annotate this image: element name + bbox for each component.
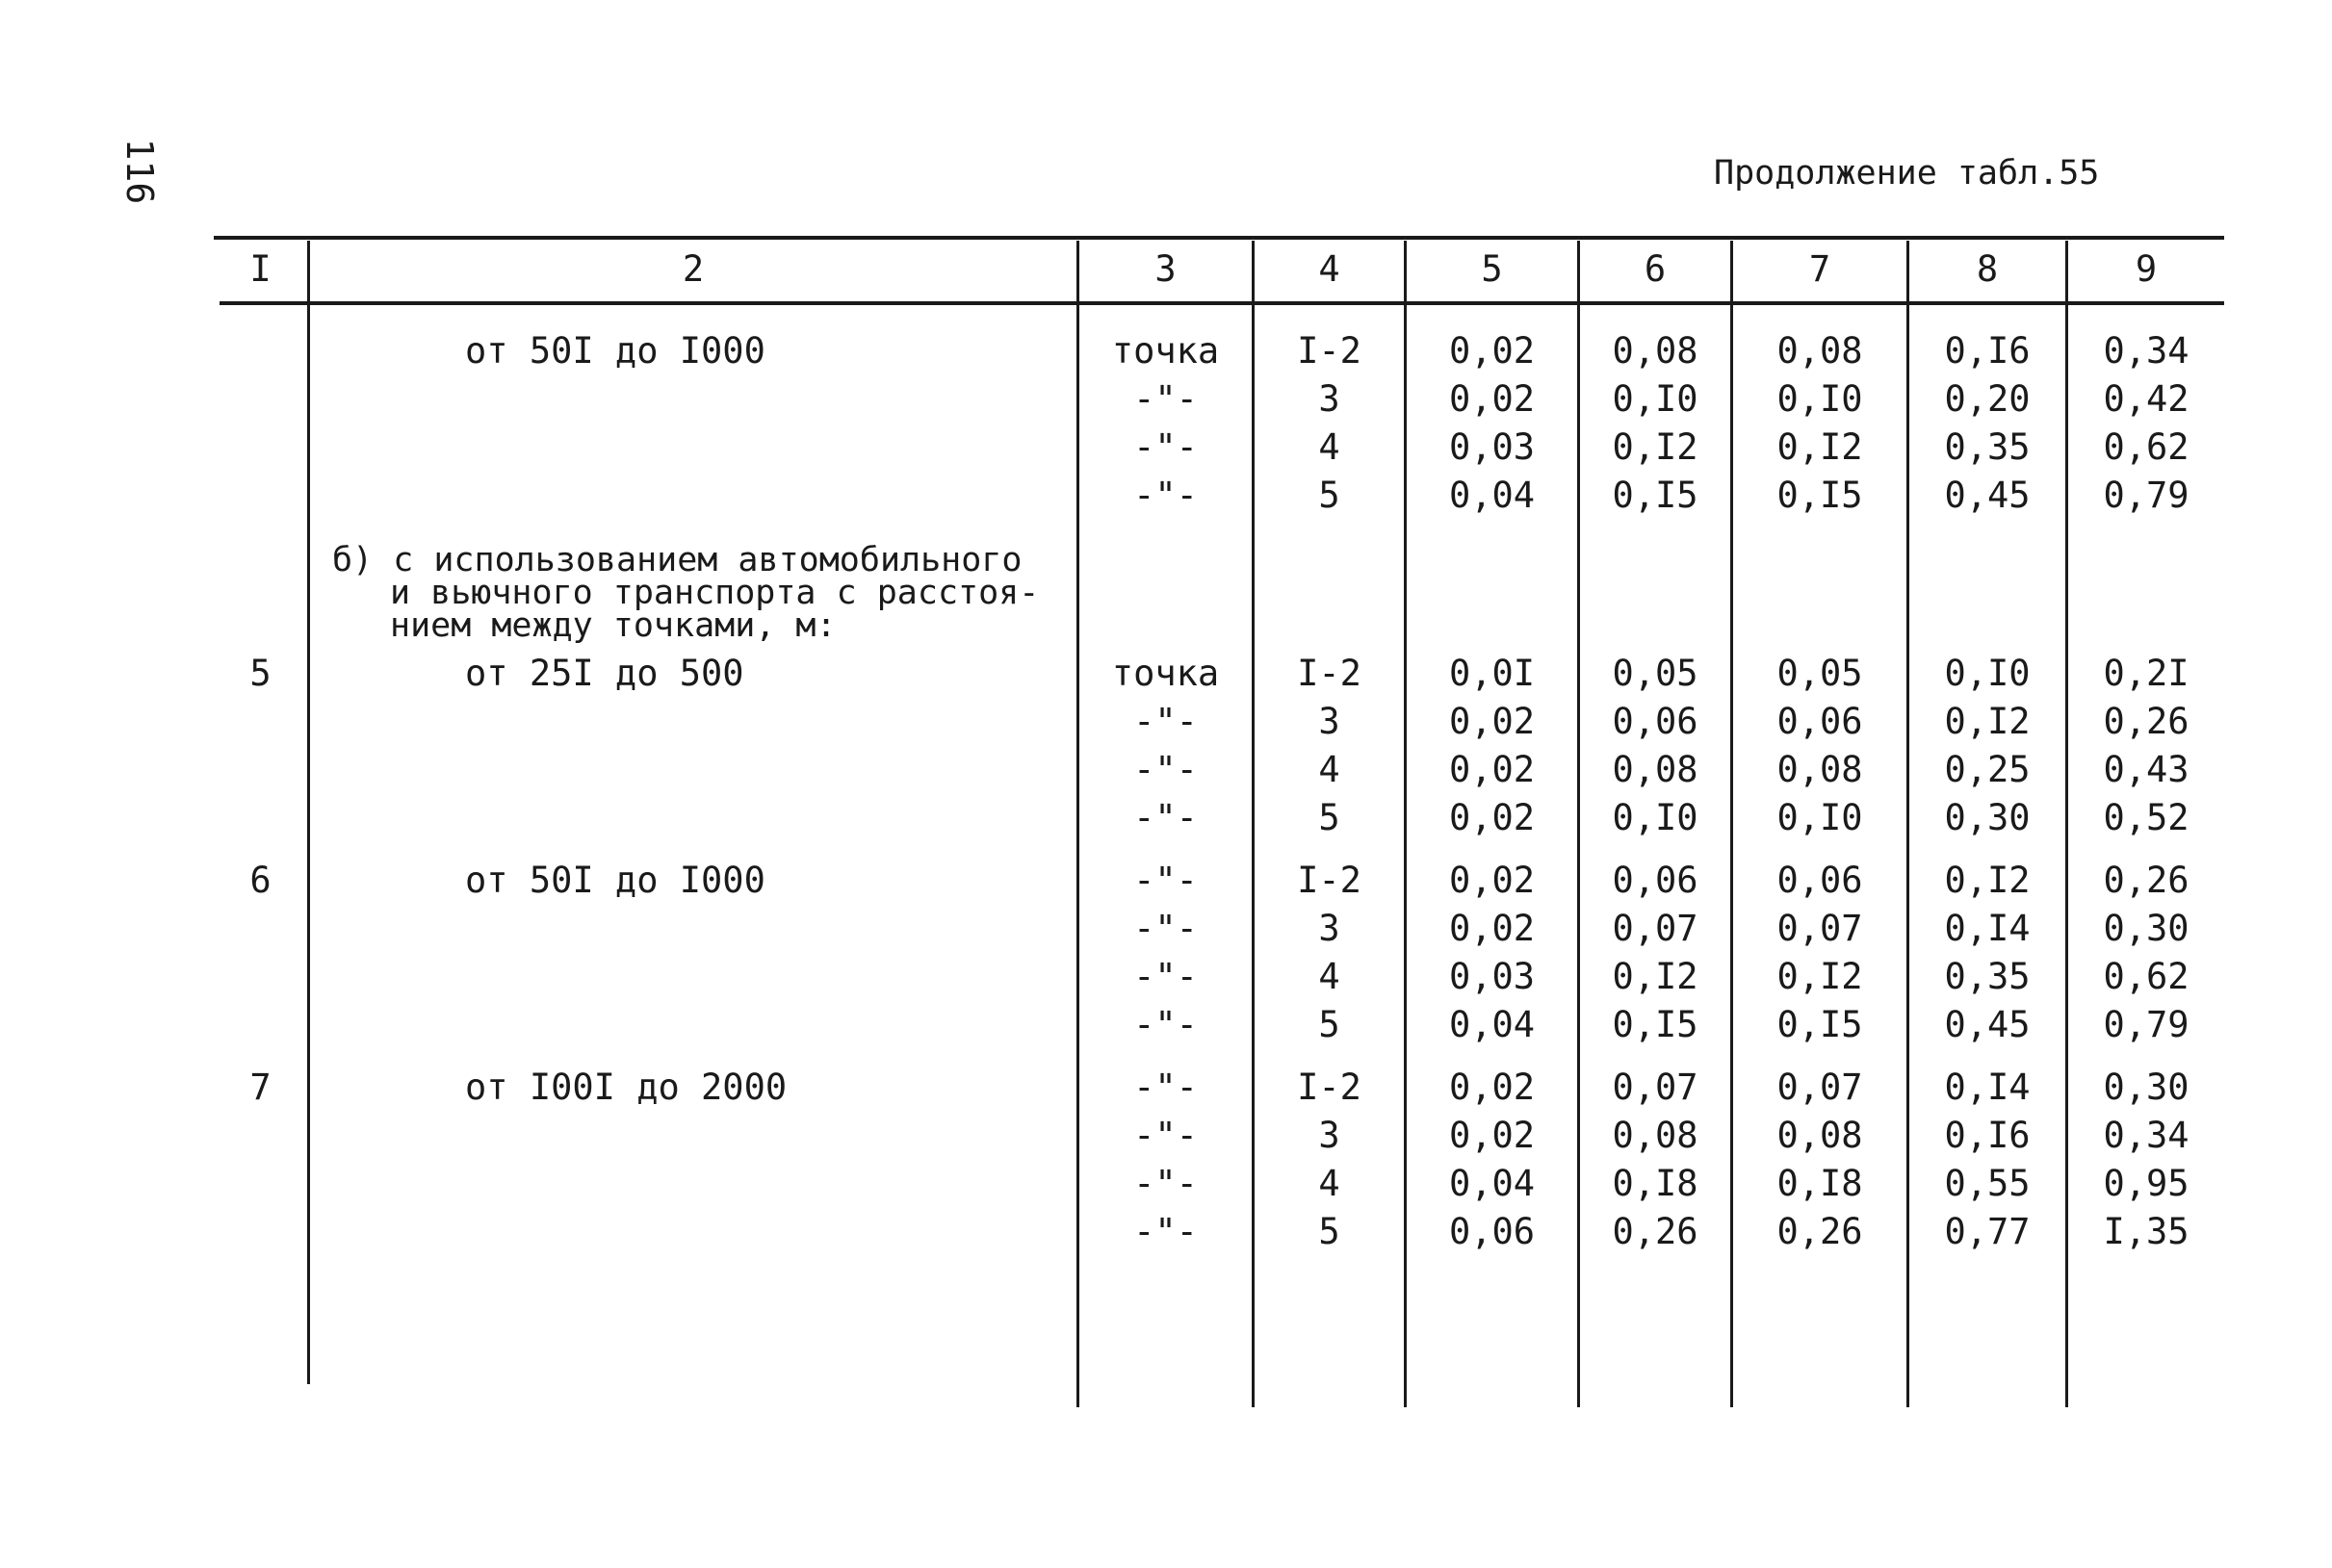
- cell-value-6: 0,07: [1612, 908, 1698, 949]
- cell-value-6: 0,I0: [1612, 797, 1698, 838]
- section-b-line-3: нием между точками, м:: [390, 606, 837, 645]
- cell-value-9: 0,79: [2103, 1004, 2189, 1045]
- cell-value-5: 0,02: [1448, 860, 1536, 901]
- cell-value-6: 0,I5: [1612, 475, 1698, 516]
- cell-category: 3: [1318, 378, 1340, 420]
- header-col-4: 4: [1318, 248, 1340, 290]
- cell-unit: -"-: [1133, 860, 1198, 901]
- cell-value-5: 0,03: [1448, 956, 1536, 997]
- cell-value-5: 0,04: [1448, 1163, 1536, 1204]
- cell-category: 3: [1318, 908, 1340, 949]
- cell-unit: точка: [1111, 330, 1220, 372]
- item-range-label: от 50I до I000: [465, 860, 765, 901]
- cell-value-9: 0,2I: [2103, 653, 2189, 694]
- item-range-label: от 50I до I000: [465, 330, 765, 372]
- item-number: 7: [249, 1067, 272, 1108]
- cell-value-7: 0,08: [1776, 749, 1863, 790]
- section-b-line-1: б) с использованием автомобильного: [332, 541, 1023, 579]
- cell-value-6: 0,08: [1612, 749, 1698, 790]
- cell-unit: -"-: [1133, 797, 1198, 838]
- cell-value-8: 0,20: [1944, 378, 2031, 420]
- header-col-6: 6: [1644, 248, 1667, 290]
- cell-value-5: 0,02: [1448, 330, 1536, 372]
- header-col-2: 2: [682, 248, 705, 290]
- cell-value-9: 0,26: [2103, 860, 2189, 901]
- cell-value-7: 0,I2: [1776, 426, 1863, 468]
- page-number: 116: [118, 138, 161, 205]
- cell-value-5: 0,04: [1448, 475, 1536, 516]
- cell-value-6: 0,I5: [1612, 1004, 1698, 1045]
- cell-value-6: 0,I2: [1612, 426, 1698, 468]
- cell-value-5: 0,06: [1448, 1211, 1536, 1252]
- cell-value-9: 0,30: [2103, 1067, 2189, 1108]
- cell-category: I-2: [1297, 330, 1361, 372]
- cell-value-9: 0,26: [2103, 701, 2189, 742]
- cell-value-6: 0,26: [1612, 1211, 1698, 1252]
- cell-value-9: 0,79: [2103, 475, 2189, 516]
- cell-value-7: 0,05: [1776, 653, 1863, 694]
- cell-value-8: 0,35: [1944, 426, 2031, 468]
- cell-value-9: 0,52: [2103, 797, 2189, 838]
- cell-unit: -"-: [1133, 378, 1198, 420]
- cell-unit: -"-: [1133, 1067, 1198, 1108]
- header-col-8: 8: [1976, 248, 1999, 290]
- cell-value-8: 0,55: [1944, 1163, 2031, 1204]
- cell-category: 4: [1318, 426, 1340, 468]
- cell-value-5: 0,02: [1448, 1115, 1536, 1156]
- cell-category: I-2: [1297, 653, 1361, 694]
- item-number: [214, 327, 307, 375]
- cell-value-6: 0,07: [1612, 1067, 1698, 1108]
- cell-value-9: 0,62: [2103, 956, 2189, 997]
- table-caption: Продолжение табл.55: [1714, 154, 2100, 193]
- cell-value-9: 0,34: [2103, 330, 2189, 372]
- cell-value-8: 0,I0: [1944, 653, 2031, 694]
- cell-category: I-2: [1297, 860, 1361, 901]
- cell-category: 4: [1318, 749, 1340, 790]
- cell-value-8: 0,I2: [1944, 860, 2031, 901]
- table-header-rule: [220, 301, 2224, 305]
- cell-unit: -"-: [1133, 1004, 1198, 1045]
- cell-value-7: 0,I0: [1776, 797, 1863, 838]
- cell-value-9: 0,34: [2103, 1115, 2189, 1156]
- cell-value-5: 0,0I: [1448, 653, 1536, 694]
- cell-value-5: 0,02: [1448, 797, 1536, 838]
- header-col-5: 5: [1481, 248, 1503, 290]
- cell-value-9: 0,43: [2103, 749, 2189, 790]
- column-divider-1-2: [307, 241, 310, 1384]
- item-number: 5: [249, 653, 272, 694]
- item-range-label: от 25I до 500: [465, 653, 744, 694]
- cell-value-7: 0,I5: [1776, 1004, 1863, 1045]
- cell-unit: -"-: [1133, 701, 1198, 742]
- header-col-3: 3: [1154, 248, 1177, 290]
- cell-category: 5: [1318, 1211, 1340, 1252]
- cell-value-8: 0,45: [1944, 1004, 2031, 1045]
- cell-unit: -"-: [1133, 908, 1198, 949]
- cell-value-5: 0,04: [1448, 1004, 1536, 1045]
- cell-category: 3: [1318, 701, 1340, 742]
- cell-value-7: 0,I5: [1776, 475, 1863, 516]
- cell-category: 5: [1318, 797, 1340, 838]
- cell-value-7: 0,I2: [1776, 956, 1863, 997]
- cell-value-8: 0,30: [1944, 797, 2031, 838]
- cell-category: 3: [1318, 1115, 1340, 1156]
- cell-value-7: 0,08: [1776, 330, 1863, 372]
- cell-value-8: 0,I4: [1944, 908, 2031, 949]
- cell-unit: точка: [1111, 653, 1220, 694]
- cell-value-8: 0,35: [1944, 956, 2031, 997]
- item-number: 6: [249, 860, 272, 901]
- cell-value-7: 0,06: [1776, 701, 1863, 742]
- cell-value-5: 0,02: [1448, 749, 1536, 790]
- cell-value-8: 0,25: [1944, 749, 2031, 790]
- cell-value-8: 0,I4: [1944, 1067, 2031, 1108]
- item-range-label: от I00I до 2000: [465, 1067, 788, 1108]
- cell-value-9: 0,42: [2103, 378, 2189, 420]
- cell-value-6: 0,06: [1612, 860, 1698, 901]
- cell-value-5: 0,02: [1448, 908, 1536, 949]
- cell-unit: -"-: [1133, 426, 1198, 468]
- cell-value-6: 0,I8: [1612, 1163, 1698, 1204]
- section-b-line-2: и вьючного транспорта с расстоя-: [390, 574, 1040, 612]
- cell-value-6: 0,I2: [1612, 956, 1698, 997]
- cell-value-8: 0,I2: [1944, 701, 2031, 742]
- cell-value-8: 0,I6: [1944, 1115, 2031, 1156]
- cell-category: I-2: [1297, 1067, 1361, 1108]
- cell-value-7: 0,26: [1776, 1211, 1863, 1252]
- cell-value-8: 0,77: [1944, 1211, 2031, 1252]
- cell-value-6: 0,08: [1612, 1115, 1698, 1156]
- cell-value-7: 0,06: [1776, 860, 1863, 901]
- cell-value-7: 0,I0: [1776, 378, 1863, 420]
- cell-value-7: 0,07: [1776, 1067, 1863, 1108]
- cell-value-9: 0,62: [2103, 426, 2189, 468]
- cell-value-5: 0,02: [1448, 1067, 1536, 1108]
- cell-unit: -"-: [1133, 1211, 1198, 1252]
- cell-unit: -"-: [1133, 956, 1198, 997]
- cell-value-5: 0,03: [1448, 426, 1536, 468]
- cell-value-9: 0,30: [2103, 908, 2189, 949]
- cell-value-6: 0,06: [1612, 701, 1698, 742]
- cell-category: 5: [1318, 475, 1340, 516]
- cell-category: 5: [1318, 1004, 1340, 1045]
- cell-value-9: I,35: [2103, 1211, 2189, 1252]
- cell-unit: -"-: [1133, 749, 1198, 790]
- cell-value-5: 0,02: [1448, 701, 1536, 742]
- cell-unit: -"-: [1133, 475, 1198, 516]
- cell-value-6: 0,I0: [1612, 378, 1698, 420]
- cell-unit: -"-: [1133, 1115, 1198, 1156]
- cell-value-5: 0,02: [1448, 378, 1536, 420]
- table-top-rule: [214, 236, 2224, 240]
- cell-value-8: 0,I6: [1944, 330, 2031, 372]
- cell-value-7: 0,08: [1776, 1115, 1863, 1156]
- cell-value-6: 0,08: [1612, 330, 1698, 372]
- header-col-7: 7: [1808, 248, 1831, 290]
- header-col-1: I: [249, 248, 272, 290]
- cell-category: 4: [1318, 956, 1340, 997]
- header-col-9: 9: [2135, 248, 2158, 290]
- cell-value-8: 0,45: [1944, 475, 2031, 516]
- cell-unit: -"-: [1133, 1163, 1198, 1204]
- cell-value-6: 0,05: [1612, 653, 1698, 694]
- cell-value-9: 0,95: [2103, 1163, 2189, 1204]
- cell-value-7: 0,07: [1776, 908, 1863, 949]
- cell-value-7: 0,I8: [1776, 1163, 1863, 1204]
- cell-category: 4: [1318, 1163, 1340, 1204]
